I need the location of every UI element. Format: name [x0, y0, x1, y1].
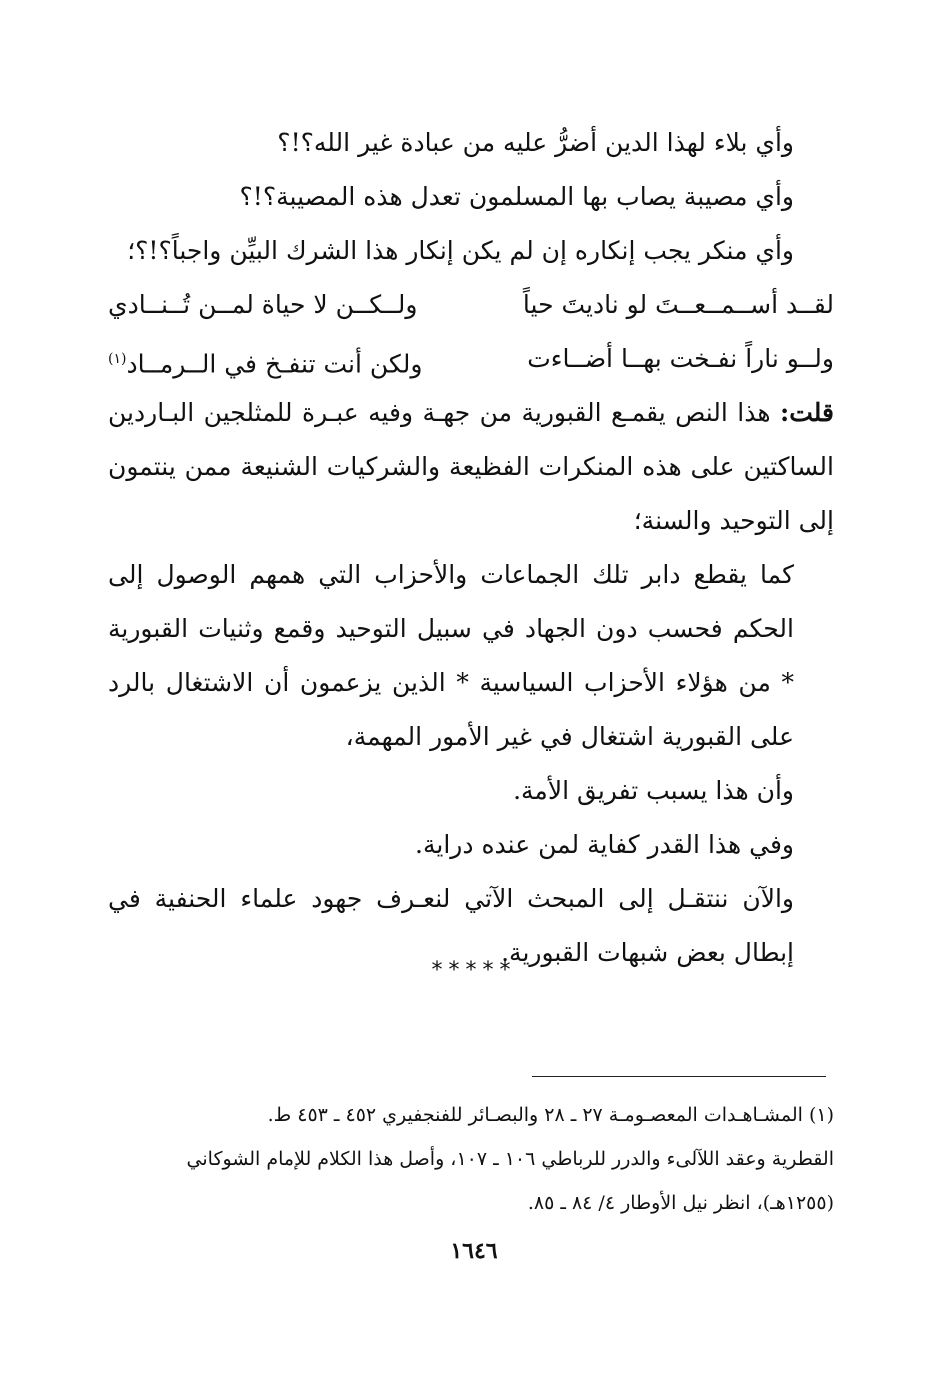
verse-2-second-hemistich-text: ولكن أنت تنفـخ في الــرمــاد [126, 349, 423, 379]
footnote-line-3: (١٢٥٥هـ)، انظر نيل الأوطار ٤/ ٨٤ ـ ٨٥. [527, 1192, 834, 1214]
paragraph-next-section: والآن ننتقـل إلى المبحث الآتي لنعـرف جهود علماء الحنفية في إبطال بعض شبهات القبورية. [108, 884, 794, 967]
verse-1-second-hemistich: ولــكــن لا حياة لمــن تُــنــادي [108, 290, 418, 319]
text-line-division: وأن هذا يسبب تفريق الأمة. [513, 776, 794, 805]
verse-2 [108, 332, 834, 386]
section-separator: ***** [431, 958, 517, 983]
footnote-divider [532, 1076, 826, 1077]
footnote-line-1: (١) المشـاهـدات المعصـومـة ٢٧ ـ ٢٨ والبصـائر للفنجفيري ٤٥٢ ـ ٤٥٣ ط. [267, 1104, 834, 1126]
verse-2-second-hemistich [108, 332, 422, 386]
paragraph-parties: كما يقطع دابر تلك الجماعات والأحزاب التي همهم الوصول إلى الحكم فحسب دون الجهاد في سبيل التوحيد وقمع وثنيات القبورية * من هؤلاء الأحزاب السياسية * الذين يزعمون أن الاشتغال بالرد على القبورية اشتغال في غير الأمور المهمة، [108, 560, 794, 751]
text-line-sufficiency: وفي هذا القدر كفاية لمن عنده دراية. [415, 830, 794, 859]
verse-1-first-hemistich: لقــد أســمــعــتَ لو ناديتَ حياً [522, 290, 834, 319]
text-line-2: وأي مصيبة يصاب بها المسلمون تعدل هذه المصيبة؟!؟ [239, 182, 794, 211]
footnote-line-2: القطرية وعقد اللآلىء والدرر للرباطي ١٠٦ ـ ١٠٧، وأصل هذا الكلام للإمام الشوكاني [186, 1148, 834, 1170]
text-line-3: وأي منكر يجب إنكاره إن لم يكن إنكار هذا الشرك البيِّن واجباً؟!؟؛ [127, 236, 794, 265]
qult-label: قلت: [779, 398, 834, 427]
page-number: ١٦٤٦ [450, 1238, 498, 1264]
main-text [108, 116, 834, 980]
paragraph-qult-text: هذا النص يقمـع القبورية من جهـة وفيه عبـرة للمثلجين البـاردين الساكتين على هذه المنكرات الفظيعة والشركيات الشنيعة ممن ينتمون إلى التوحيد والسنة؛ [108, 398, 834, 535]
footnote-reference: (١) [108, 351, 127, 367]
paragraph-qult [108, 386, 834, 548]
footnotes [108, 1093, 834, 1225]
verse-2-first-hemistich: ولــو ناراً نفـخت بهــا أضــاءت [527, 344, 834, 373]
verse-1 [108, 278, 834, 332]
text-line-1: وأي بلاء لهذا الدين أضرُّ عليه من عبادة غير الله؟!؟ [277, 128, 794, 157]
